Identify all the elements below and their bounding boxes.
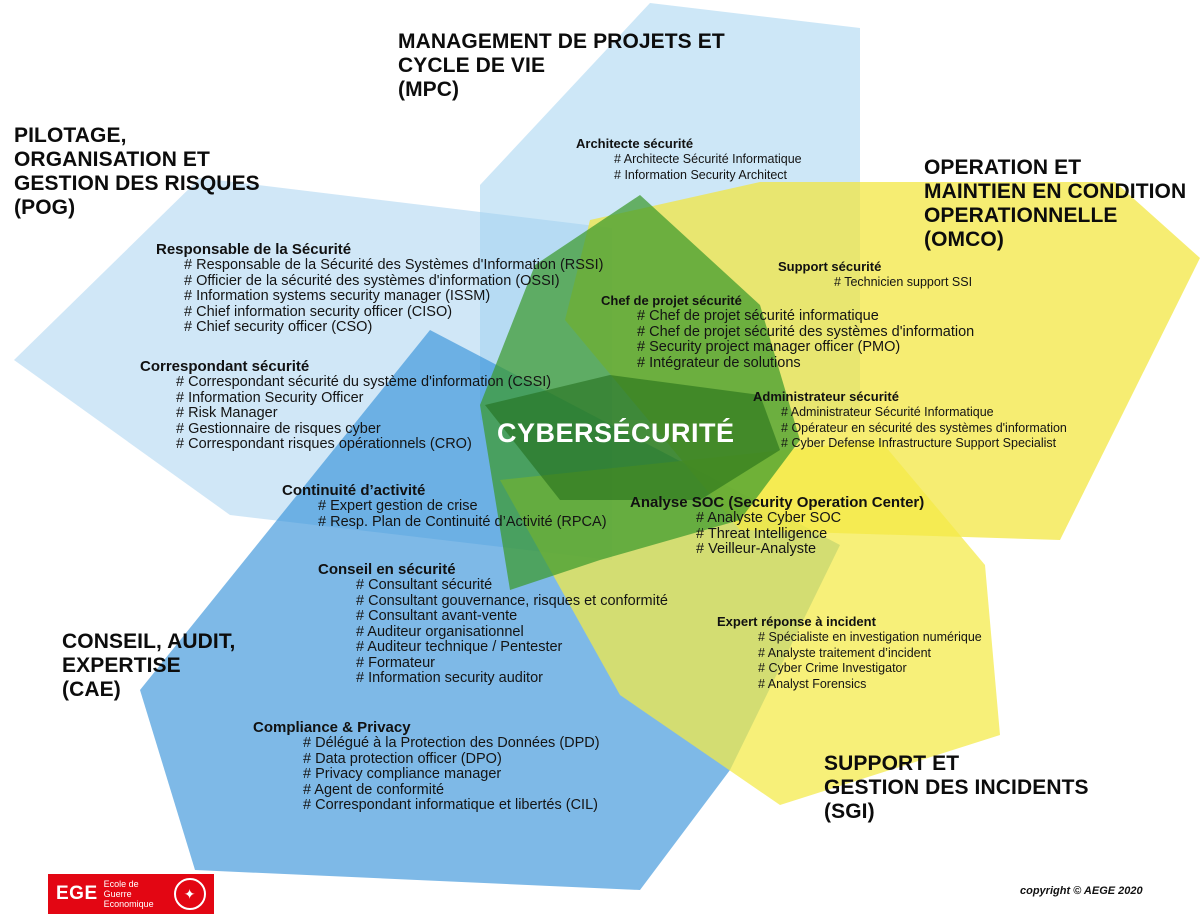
- role-compliance-list: [253, 736, 600, 814]
- logo-acronym: EGE: [56, 883, 98, 904]
- role-item: # Risk Manager: [176, 406, 551, 422]
- role-item: # Correspondant risques opérationnels (CRO): [176, 437, 551, 453]
- domain-pog-line-2: ORGANISATION ET: [14, 148, 210, 171]
- logo-box: [48, 874, 214, 914]
- role-item: # Chef de projet sécurité informatique: [637, 309, 974, 325]
- role-architecte-list: [576, 152, 802, 183]
- domain-sgi-line-2: GESTION DES INCIDENTS: [824, 776, 1089, 799]
- role-support-title: Support sécurité: [778, 259, 882, 274]
- center-label: CYBERSÉCURITÉ: [497, 418, 735, 448]
- role-item: # Consultant avant-vente: [356, 609, 668, 625]
- role-soc: [630, 494, 924, 558]
- role-item: # Information Security Architect: [614, 168, 802, 184]
- role-item: # Cyber Crime Investigator: [758, 661, 982, 677]
- role-item: # Auditeur organisationnel: [356, 625, 668, 641]
- domain-cae-line-2: EXPERTISE: [62, 654, 181, 677]
- role-item: # Opérateur en sécurité des systèmes d'information: [781, 421, 1067, 437]
- domain-cae-line-1: CONSEIL, AUDIT,: [62, 630, 236, 653]
- domain-omco-line-1: OPERATION ET: [924, 156, 1082, 179]
- role-item: # Technicien support SSI: [834, 275, 972, 291]
- role-correspondant-list: [140, 375, 551, 453]
- role-administrateur-title: Administrateur sécurité: [753, 389, 899, 404]
- role-item: # Correspondant informatique et libertés (CIL): [303, 798, 600, 814]
- domain-mpc-line-2: CYCLE DE VIE: [398, 54, 546, 77]
- role-item: # Chief security officer (CSO): [184, 320, 603, 336]
- role-item: # Cyber Defense Infrastructure Support Specialist: [781, 436, 1067, 452]
- role-item: # Veilleur-Analyste: [696, 542, 924, 558]
- ege-logo: [48, 874, 214, 914]
- role-item: # Correspondant sécurité du système d'information (CSSI): [176, 375, 551, 391]
- domain-title-sgi: [824, 752, 1089, 824]
- logo-name: Ecole de Guerre Economique: [103, 879, 154, 909]
- role-expert-incident-list: [717, 630, 982, 692]
- role-item: # Threat Intelligence: [696, 527, 924, 543]
- domain-pog-line-4: (POG): [14, 196, 76, 219]
- role-item: # Agent de conformité: [303, 783, 600, 799]
- role-conseil-title: Conseil en sécurité: [318, 561, 456, 578]
- role-architecte: [576, 136, 802, 183]
- role-item: # Information security auditor: [356, 671, 668, 687]
- role-chef-projet-list: [601, 309, 974, 371]
- role-item: # Analyste Cyber SOC: [696, 511, 924, 527]
- role-continuite-list: [282, 499, 607, 530]
- role-expert-incident: [717, 614, 982, 692]
- role-correspondant-title: Correspondant sécurité: [140, 358, 310, 375]
- role-compliance-title: Compliance & Privacy: [253, 719, 411, 736]
- role-item: # Auditeur technique / Pentester: [356, 640, 668, 656]
- role-architecte-title: Architecte sécurité: [576, 136, 694, 151]
- role-continuite: [282, 482, 607, 530]
- domain-title-pog: [14, 124, 260, 220]
- role-item: # Privacy compliance manager: [303, 767, 600, 783]
- role-chef-projet: [601, 293, 974, 371]
- role-item: # Data protection officer (DPO): [303, 752, 600, 768]
- domain-pog-line-1: PILOTAGE,: [14, 124, 127, 147]
- role-item: # Information Security Officer: [176, 391, 551, 407]
- role-continuite-title: Continuité d’activité: [282, 482, 426, 499]
- role-item: # Gestionnaire de risques cyber: [176, 422, 551, 438]
- role-conseil: [318, 561, 668, 687]
- role-expert-incident-title: Expert réponse à incident: [717, 614, 876, 629]
- domain-pog-line-3: GESTION DES RISQUES: [14, 172, 260, 195]
- role-item: # Chief information security officer (CISO): [184, 305, 603, 321]
- role-item: # Formateur: [356, 656, 668, 672]
- role-responsable-list: [156, 258, 603, 336]
- domain-title-omco: [924, 156, 1186, 252]
- role-item: # Officier de la sécurité des systèmes d'information (OSSI): [184, 274, 603, 290]
- role-support: [778, 259, 972, 291]
- role-administrateur: [753, 389, 1067, 452]
- role-soc-list: [630, 511, 924, 558]
- domain-title-cae: [62, 630, 235, 702]
- domain-sgi-line-3: (SGI): [824, 800, 875, 823]
- role-item: # Intégrateur de solutions: [637, 356, 974, 372]
- domain-mpc-line-3: (MPC): [398, 78, 460, 101]
- role-item: # Délégué à la Protection des Données (DPD): [303, 736, 600, 752]
- role-conseil-list: [318, 578, 668, 687]
- role-chef-projet-title: Chef de projet sécurité: [601, 293, 742, 308]
- role-item: # Responsable de la Sécurité des Systèmes d'Information (RSSI): [184, 258, 603, 274]
- role-item: # Consultant gouvernance, risques et conformité: [356, 594, 668, 610]
- role-item: # Consultant sécurité: [356, 578, 668, 594]
- domain-omco-line-3: OPERATIONNELLE: [924, 204, 1118, 227]
- seal-icon: ✦: [174, 878, 206, 910]
- domain-omco-line-4: (OMCO): [924, 228, 1004, 251]
- domain-mpc-line-1: MANAGEMENT DE PROJETS ET: [398, 30, 725, 53]
- role-item: # Analyste traitement d’incident: [758, 646, 982, 662]
- domain-cae-line-3: (CAE): [62, 678, 121, 701]
- domain-sgi-line-1: SUPPORT ET: [824, 752, 960, 775]
- role-item: # Security project manager officer (PMO): [637, 340, 974, 356]
- role-item: # Analyst Forensics: [758, 677, 982, 693]
- role-correspondant: [140, 358, 551, 453]
- role-item: # Administrateur Sécurité Informatique: [781, 405, 1067, 421]
- role-item: # Spécialiste en investigation numérique: [758, 630, 982, 646]
- role-compliance: [253, 719, 600, 814]
- role-administrateur-list: [753, 405, 1067, 452]
- domain-omco-line-2: MAINTIEN EN CONDITION: [924, 180, 1187, 203]
- role-item: # Expert gestion de crise: [318, 499, 607, 515]
- role-responsable-title: Responsable de la Sécurité: [156, 241, 352, 258]
- role-responsable: [156, 241, 603, 336]
- role-soc-title: Analyse SOC (Security Operation Center): [630, 494, 925, 511]
- role-item: # Information systems security manager (ISSM): [184, 289, 603, 305]
- role-item: # Resp. Plan de Continuité d’Activité (RPCA): [318, 515, 607, 531]
- domain-title-mpc: [398, 30, 725, 102]
- role-item: # Architecte Sécurité Informatique: [614, 152, 802, 168]
- copyright: copyright © AEGE 2020: [1020, 885, 1143, 897]
- role-item: # Chef de projet sécurité des systèmes d'information: [637, 325, 974, 341]
- role-support-list: [778, 275, 972, 291]
